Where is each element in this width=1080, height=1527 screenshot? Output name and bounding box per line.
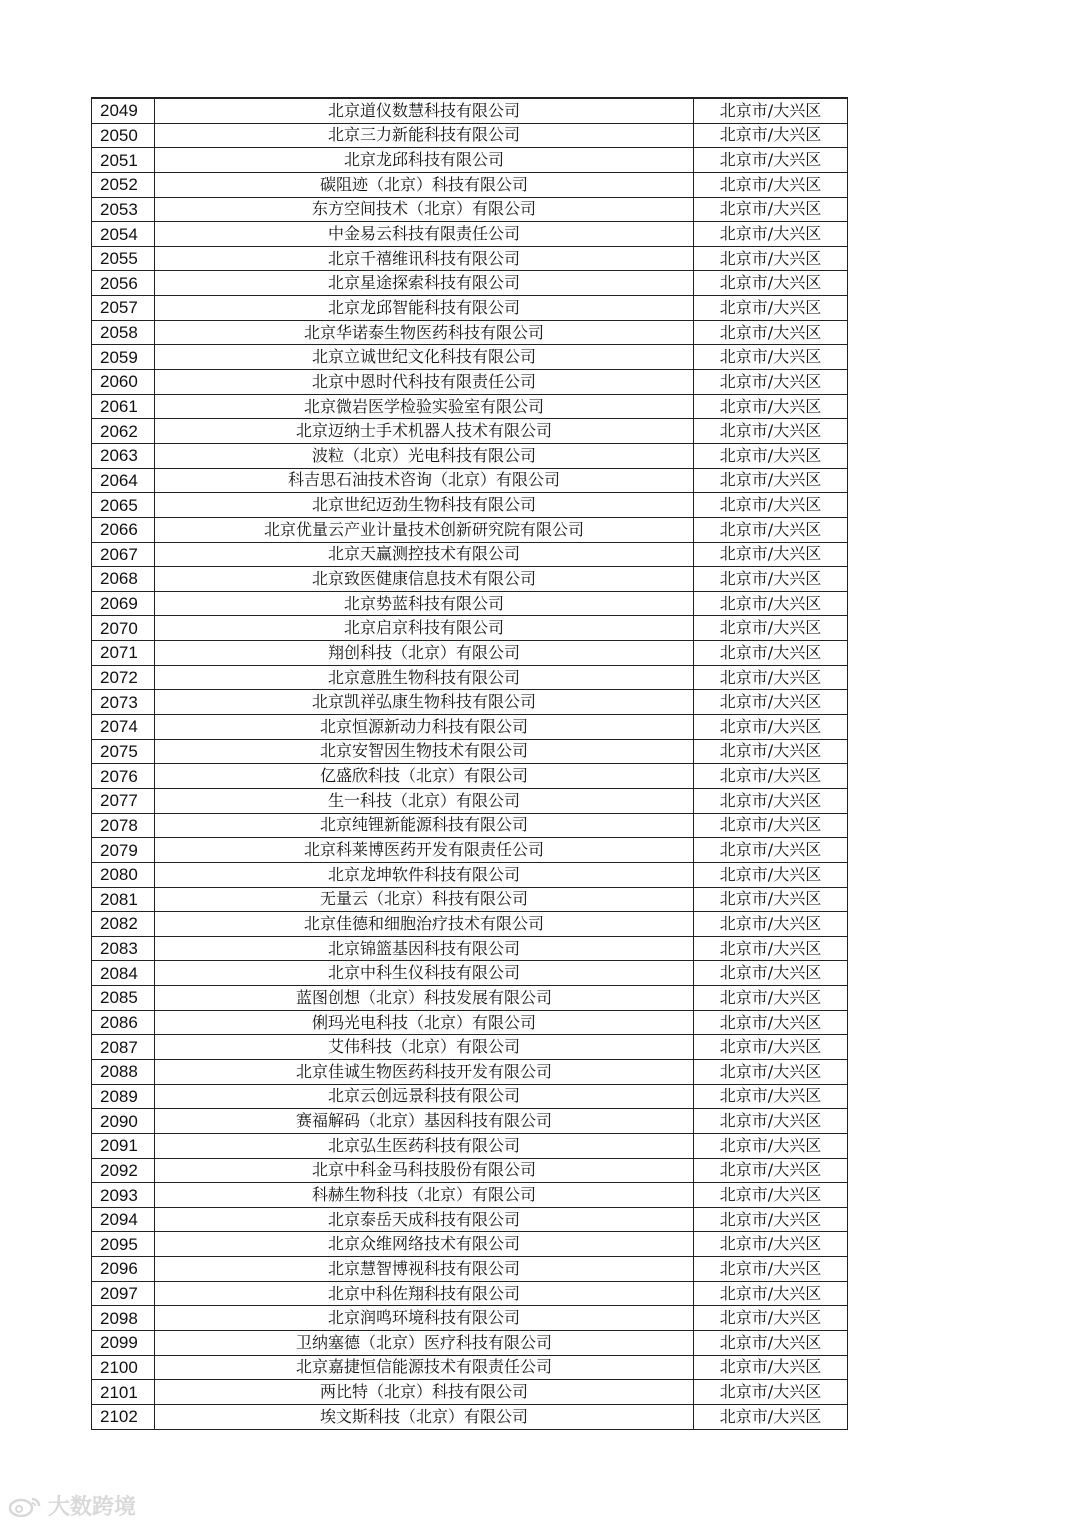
- company-name: 北京龙邱智能科技有限公司: [155, 296, 694, 321]
- table-row: [92, 936, 848, 961]
- company-name: 北京致医健康信息技术有限公司: [155, 567, 694, 592]
- region: 北京市/大兴区: [694, 1257, 848, 1282]
- company-name: 北京星途探索科技有限公司: [155, 271, 694, 296]
- table-row: [92, 764, 848, 789]
- table-row: [92, 271, 848, 296]
- region: 北京市/大兴区: [694, 1133, 848, 1158]
- company-name: 北京优量云产业计量技术创新研究院有限公司: [155, 517, 694, 542]
- row-number: 2076: [92, 764, 155, 789]
- row-number: 2067: [92, 542, 155, 567]
- table-row: [92, 567, 848, 592]
- row-number: 2081: [92, 887, 155, 912]
- row-number: 2055: [92, 246, 155, 271]
- row-number: 2058: [92, 320, 155, 345]
- region: 北京市/大兴区: [694, 715, 848, 740]
- company-name: 北京润鸣环境科技有限公司: [155, 1306, 694, 1331]
- row-number: 2050: [92, 123, 155, 148]
- row-number: 2075: [92, 739, 155, 764]
- company-name: 北京微岩医学检验实验室有限公司: [155, 394, 694, 419]
- company-name: 北京嘉捷恒信能源技术有限责任公司: [155, 1355, 694, 1380]
- table-row: [92, 690, 848, 715]
- region: 北京市/大兴区: [694, 616, 848, 641]
- table-row: [92, 1331, 848, 1356]
- company-name: 俐玛光电科技（北京）有限公司: [155, 1010, 694, 1035]
- company-name: 北京龙坤软件科技有限公司: [155, 862, 694, 887]
- region: 北京市/大兴区: [694, 222, 848, 247]
- region: 北京市/大兴区: [694, 1355, 848, 1380]
- company-name: 北京道仪数慧科技有限公司: [155, 98, 694, 123]
- table-row: [92, 1109, 848, 1134]
- company-name: 北京泰岳天成科技有限公司: [155, 1207, 694, 1232]
- row-number: 2049: [92, 98, 155, 123]
- row-number: 2088: [92, 1059, 155, 1084]
- table-row: [92, 1207, 848, 1232]
- table-row: [92, 468, 848, 493]
- table-row: [92, 1232, 848, 1257]
- region: 北京市/大兴区: [694, 1010, 848, 1035]
- row-number: 2083: [92, 936, 155, 961]
- company-name: 北京意胜生物科技有限公司: [155, 665, 694, 690]
- table-row: [92, 542, 848, 567]
- row-number: 2053: [92, 197, 155, 222]
- table-row: [92, 394, 848, 419]
- watermark: [8, 1490, 136, 1521]
- row-number: 2078: [92, 813, 155, 838]
- table-row: [92, 715, 848, 740]
- region: 北京市/大兴区: [694, 1331, 848, 1356]
- row-number: 2099: [92, 1331, 155, 1356]
- row-number: 2077: [92, 788, 155, 813]
- region: 北京市/大兴区: [694, 197, 848, 222]
- table-row: [92, 443, 848, 468]
- company-name: 翔创科技（北京）有限公司: [155, 641, 694, 666]
- row-number: 2060: [92, 370, 155, 395]
- row-number: 2051: [92, 148, 155, 173]
- region: 北京市/大兴区: [694, 1084, 848, 1109]
- region: 北京市/大兴区: [694, 1035, 848, 1060]
- row-number: 2052: [92, 172, 155, 197]
- table-row: [92, 222, 848, 247]
- row-number: 2071: [92, 641, 155, 666]
- row-number: 2102: [92, 1404, 155, 1429]
- company-name: 亿盛欣科技（北京）有限公司: [155, 764, 694, 789]
- table-row: [92, 1035, 848, 1060]
- row-number: 2070: [92, 616, 155, 641]
- row-number: 2086: [92, 1010, 155, 1035]
- weibo-logo-icon: [8, 1495, 42, 1517]
- company-name: 中金易云科技有限责任公司: [155, 222, 694, 247]
- table-row: [92, 148, 848, 173]
- row-number: 2062: [92, 419, 155, 444]
- table-row: [92, 419, 848, 444]
- row-number: 2068: [92, 567, 155, 592]
- table-row: [92, 1059, 848, 1084]
- row-number: 2080: [92, 862, 155, 887]
- table-row: [92, 246, 848, 271]
- row-number: 2090: [92, 1109, 155, 1134]
- region: 北京市/大兴区: [694, 665, 848, 690]
- table-row: [92, 1183, 848, 1208]
- table-row: [92, 197, 848, 222]
- company-name: 科赫生物科技（北京）有限公司: [155, 1183, 694, 1208]
- region: 北京市/大兴区: [694, 1059, 848, 1084]
- region: 北京市/大兴区: [694, 1380, 848, 1405]
- row-number: 2057: [92, 296, 155, 321]
- region: 北京市/大兴区: [694, 1109, 848, 1134]
- table-row: [92, 1010, 848, 1035]
- table-row: [92, 665, 848, 690]
- row-number: 2056: [92, 271, 155, 296]
- table-row: [92, 1133, 848, 1158]
- company-list-body: [92, 98, 848, 1429]
- company-name: 东方空间技术（北京）有限公司: [155, 197, 694, 222]
- company-name: 北京锦篮基因科技有限公司: [155, 936, 694, 961]
- table-row: [92, 1404, 848, 1429]
- table-row: [92, 862, 848, 887]
- table-row: [92, 961, 848, 986]
- company-name: 两比特（北京）科技有限公司: [155, 1380, 694, 1405]
- company-name: 北京众维网络技术有限公司: [155, 1232, 694, 1257]
- company-name: 北京科莱博医药开发有限责任公司: [155, 838, 694, 863]
- table-row: [92, 493, 848, 518]
- company-name: 卫纳塞德（北京）医疗科技有限公司: [155, 1331, 694, 1356]
- row-number: 2097: [92, 1281, 155, 1306]
- region: 北京市/大兴区: [694, 764, 848, 789]
- region: 北京市/大兴区: [694, 172, 848, 197]
- region: 北京市/大兴区: [694, 370, 848, 395]
- company-name: 北京三力新能科技有限公司: [155, 123, 694, 148]
- region: 北京市/大兴区: [694, 813, 848, 838]
- region: 北京市/大兴区: [694, 1232, 848, 1257]
- region: 北京市/大兴区: [694, 271, 848, 296]
- region: 北京市/大兴区: [694, 394, 848, 419]
- table-row: [92, 986, 848, 1011]
- company-name: 北京天赢测控技术有限公司: [155, 542, 694, 567]
- region: 北京市/大兴区: [694, 468, 848, 493]
- row-number: 2098: [92, 1306, 155, 1331]
- company-name: 科吉思石油技术咨询（北京）有限公司: [155, 468, 694, 493]
- company-name: 北京中科佐翔科技有限公司: [155, 1281, 694, 1306]
- company-name: 北京凯祥弘康生物科技有限公司: [155, 690, 694, 715]
- row-number: 2096: [92, 1257, 155, 1282]
- region: 北京市/大兴区: [694, 419, 848, 444]
- region: 北京市/大兴区: [694, 567, 848, 592]
- row-number: 2082: [92, 912, 155, 937]
- region: 北京市/大兴区: [694, 98, 848, 123]
- row-number: 2066: [92, 517, 155, 542]
- table-row: [92, 1158, 848, 1183]
- row-number: 2061: [92, 394, 155, 419]
- row-number: 2072: [92, 665, 155, 690]
- table-row: [92, 887, 848, 912]
- region: 北京市/大兴区: [694, 838, 848, 863]
- region: 北京市/大兴区: [694, 345, 848, 370]
- company-name: 北京中科生仪科技有限公司: [155, 961, 694, 986]
- company-name: 北京世纪迈劲生物科技有限公司: [155, 493, 694, 518]
- region: 北京市/大兴区: [694, 296, 848, 321]
- company-name: 北京恒源新动力科技有限公司: [155, 715, 694, 740]
- table-row: [92, 1281, 848, 1306]
- table-row: [92, 172, 848, 197]
- row-number: 2069: [92, 591, 155, 616]
- region: 北京市/大兴区: [694, 320, 848, 345]
- region: 北京市/大兴区: [694, 1183, 848, 1208]
- table-row: [92, 641, 848, 666]
- row-number: 2063: [92, 443, 155, 468]
- company-name: 北京慧智博视科技有限公司: [155, 1257, 694, 1282]
- company-name: 赛福解码（北京）基因科技有限公司: [155, 1109, 694, 1134]
- table-row: [92, 1355, 848, 1380]
- region: 北京市/大兴区: [694, 1158, 848, 1183]
- region: 北京市/大兴区: [694, 1207, 848, 1232]
- row-number: 2092: [92, 1158, 155, 1183]
- row-number: 2074: [92, 715, 155, 740]
- company-name: 北京佳诚生物医药科技开发有限公司: [155, 1059, 694, 1084]
- row-number: 2091: [92, 1133, 155, 1158]
- region: 北京市/大兴区: [694, 936, 848, 961]
- company-name: 北京弘生医药科技有限公司: [155, 1133, 694, 1158]
- table-row: [92, 616, 848, 641]
- region: 北京市/大兴区: [694, 986, 848, 1011]
- table-row: [92, 591, 848, 616]
- table-row: [92, 296, 848, 321]
- row-number: 2085: [92, 986, 155, 1011]
- row-number: 2087: [92, 1035, 155, 1060]
- table-row: [92, 370, 848, 395]
- region: 北京市/大兴区: [694, 690, 848, 715]
- company-name: 北京势蓝科技有限公司: [155, 591, 694, 616]
- row-number: 2064: [92, 468, 155, 493]
- region: 北京市/大兴区: [694, 1281, 848, 1306]
- company-name: 北京安智因生物技术有限公司: [155, 739, 694, 764]
- row-number: 2079: [92, 838, 155, 863]
- table-row: [92, 517, 848, 542]
- region: 北京市/大兴区: [694, 123, 848, 148]
- row-number: 2101: [92, 1380, 155, 1405]
- table-row: [92, 1257, 848, 1282]
- company-name: 无量云（北京）科技有限公司: [155, 887, 694, 912]
- company-name: 蓝图创想（北京）科技发展有限公司: [155, 986, 694, 1011]
- table-row: [92, 1306, 848, 1331]
- region: 北京市/大兴区: [694, 961, 848, 986]
- table-row: [92, 788, 848, 813]
- row-number: 2054: [92, 222, 155, 247]
- region: 北京市/大兴区: [694, 862, 848, 887]
- table-row: [92, 320, 848, 345]
- region: 北京市/大兴区: [694, 1404, 848, 1429]
- company-name: 北京启京科技有限公司: [155, 616, 694, 641]
- region: 北京市/大兴区: [694, 912, 848, 937]
- company-name: 埃文斯科技（北京）有限公司: [155, 1404, 694, 1429]
- row-number: 2095: [92, 1232, 155, 1257]
- region: 北京市/大兴区: [694, 1306, 848, 1331]
- region: 北京市/大兴区: [694, 887, 848, 912]
- region: 北京市/大兴区: [694, 443, 848, 468]
- region: 北京市/大兴区: [694, 591, 848, 616]
- row-number: 2089: [92, 1084, 155, 1109]
- company-name: 碳阻迹（北京）科技有限公司: [155, 172, 694, 197]
- row-number: 2073: [92, 690, 155, 715]
- row-number: 2093: [92, 1183, 155, 1208]
- row-number: 2084: [92, 961, 155, 986]
- table-row: [92, 739, 848, 764]
- table-row: [92, 838, 848, 863]
- table-row: [92, 345, 848, 370]
- row-number: 2094: [92, 1207, 155, 1232]
- company-name: 北京华诺泰生物医药科技有限公司: [155, 320, 694, 345]
- company-name: 北京立诚世纪文化科技有限公司: [155, 345, 694, 370]
- company-name: 北京中恩时代科技有限责任公司: [155, 370, 694, 395]
- company-list-table: [91, 97, 848, 1430]
- table-row: [92, 813, 848, 838]
- region: 北京市/大兴区: [694, 246, 848, 271]
- company-name: 北京千禧维讯科技有限公司: [155, 246, 694, 271]
- region: 北京市/大兴区: [694, 788, 848, 813]
- row-number: 2100: [92, 1355, 155, 1380]
- company-name: 北京迈纳士手术机器人技术有限公司: [155, 419, 694, 444]
- watermark-text: 大数跨境: [48, 1495, 137, 1520]
- company-name: 北京中科金马科技股份有限公司: [155, 1158, 694, 1183]
- company-name: 北京云创远景科技有限公司: [155, 1084, 694, 1109]
- table-row: [92, 98, 848, 123]
- region: 北京市/大兴区: [694, 542, 848, 567]
- table-row: [92, 912, 848, 937]
- row-number: 2059: [92, 345, 155, 370]
- table-row: [92, 1380, 848, 1405]
- region: 北京市/大兴区: [694, 517, 848, 542]
- table-row: [92, 123, 848, 148]
- table-row: [92, 1084, 848, 1109]
- company-name: 艾伟科技（北京）有限公司: [155, 1035, 694, 1060]
- company-name: 北京纯锂新能源科技有限公司: [155, 813, 694, 838]
- company-name: 北京佳德和细胞治疗技术有限公司: [155, 912, 694, 937]
- region: 北京市/大兴区: [694, 148, 848, 173]
- region: 北京市/大兴区: [694, 641, 848, 666]
- row-number: 2065: [92, 493, 155, 518]
- region: 北京市/大兴区: [694, 739, 848, 764]
- company-name: 生一科技（北京）有限公司: [155, 788, 694, 813]
- region: 北京市/大兴区: [694, 493, 848, 518]
- company-name: 北京龙邱科技有限公司: [155, 148, 694, 173]
- company-name: 波粒（北京）光电科技有限公司: [155, 443, 694, 468]
